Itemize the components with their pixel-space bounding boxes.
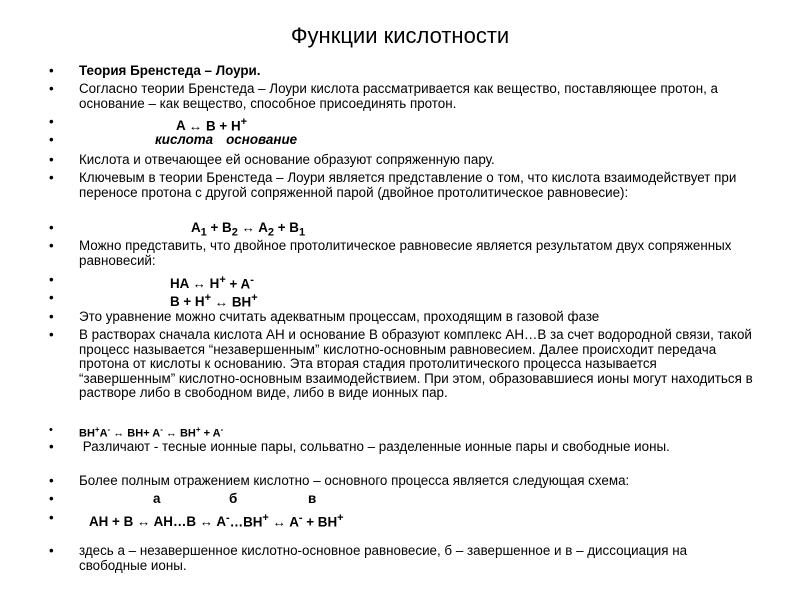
equation-ha-dissociation: HA ↔ H+ + A- <box>170 274 254 292</box>
paragraph-conjugate-pair: Кислота и отвечающее ей основание образуют сопряженную пару. <box>79 152 495 167</box>
paragraph-gas-phase: Это уравнение можно считать адекватным процессам, проходящим в газовой фазе <box>79 309 600 324</box>
bullet-icon: • <box>49 439 54 454</box>
bullet-icon: • <box>49 238 54 253</box>
paragraph-solution-process: В растворах сначала кислота АН и основание В образуют комплекс АН…В за счет водородной связи, такой процесс называется “незавершенным” кислотно-основным равновесием. Далее происходит передача протона от кислоты к основанию. Эта вторая стадия протолитического процесса называется “завершенным” кислотно-основным взаимодействием. При этом, образовавшиеся ионы могут находиться в растворе либо в свободном виде, либо в виде ионных пар. <box>79 327 753 401</box>
stage-label-b: б <box>229 491 238 506</box>
acid-label: кислота <box>155 132 214 147</box>
equation-ion-pairs: BH+A- ↔ BH+ A- ↔ BH+ + A- <box>79 425 224 440</box>
bullet-icon: • <box>49 81 54 96</box>
base-label: основание <box>226 132 298 147</box>
stage-label-a: а <box>153 491 161 506</box>
paragraph-definition: Согласно теории Бренстеда – Лоури кислота рассматривается как вещество, поставляющее протон, а основание – как вещество, способное присоединять протон. <box>79 81 718 111</box>
bullet-icon: • <box>49 272 54 287</box>
bullet-icon: • <box>49 309 54 324</box>
equation-full-scheme: AH + B ↔ AH…B ↔ A-…BH+ ↔ A- + BH+ <box>89 512 344 530</box>
bullet-icon: • <box>49 114 54 129</box>
bullet-icon: • <box>49 491 54 506</box>
equation-a-b-h: A ↔ B + H+ <box>176 116 248 134</box>
paragraph-scheme-intro: Более полным отражением кислотно – основного процесса является следующая схема: <box>79 473 630 488</box>
bullet-icon: • <box>49 290 54 305</box>
bullet-icon: • <box>49 132 54 147</box>
bullet-icon: • <box>49 543 54 558</box>
scheme-stage-labels <box>79 492 755 507</box>
bullet-icon: • <box>49 220 54 235</box>
bullet-icon: • <box>49 424 53 436</box>
bullet-icon: • <box>49 510 54 525</box>
bullet-icon: • <box>49 327 54 342</box>
paragraph-ion-pair-types: Различают - тесные ионные пары, сольватно – разделенные ионные пары и свободные ионы. <box>79 439 670 454</box>
bullet-icon: • <box>49 473 54 488</box>
bullet-icon: • <box>49 152 54 167</box>
paragraph-scheme-legend: здесь а – незавершенное кислотно-основное равновесие, б – завершенное и в – диссоциация на свободные ионы. <box>79 543 688 573</box>
equation-b-protonation: B + H+ ↔ BH+ <box>170 292 258 310</box>
heading-bronsted-lowry: Теория Бренстеда – Лоури. <box>79 63 261 78</box>
paragraph-key-concept: Ключевым в теории Бренстеда – Лоури является представление о том, что кислота взаимодействует при переносе протона с другой сопряженной парой (двойное протолитическое равновесие): <box>79 170 737 200</box>
stage-label-v: в <box>308 491 317 506</box>
equation-double-equilibrium: $A_1 + B_2$ ↔ $A_2 + B_1$ <box>191 220 306 239</box>
slide-title: Функции кислотности <box>290 23 510 48</box>
paragraph-two-equilibria: Можно представить, что двойное протолитическое равновесие является результатом двух сопряженных равновесий: <box>79 238 732 268</box>
bullet-icon: • <box>49 170 54 185</box>
acid-base-labels <box>79 133 755 148</box>
bullet-icon: • <box>49 63 54 78</box>
